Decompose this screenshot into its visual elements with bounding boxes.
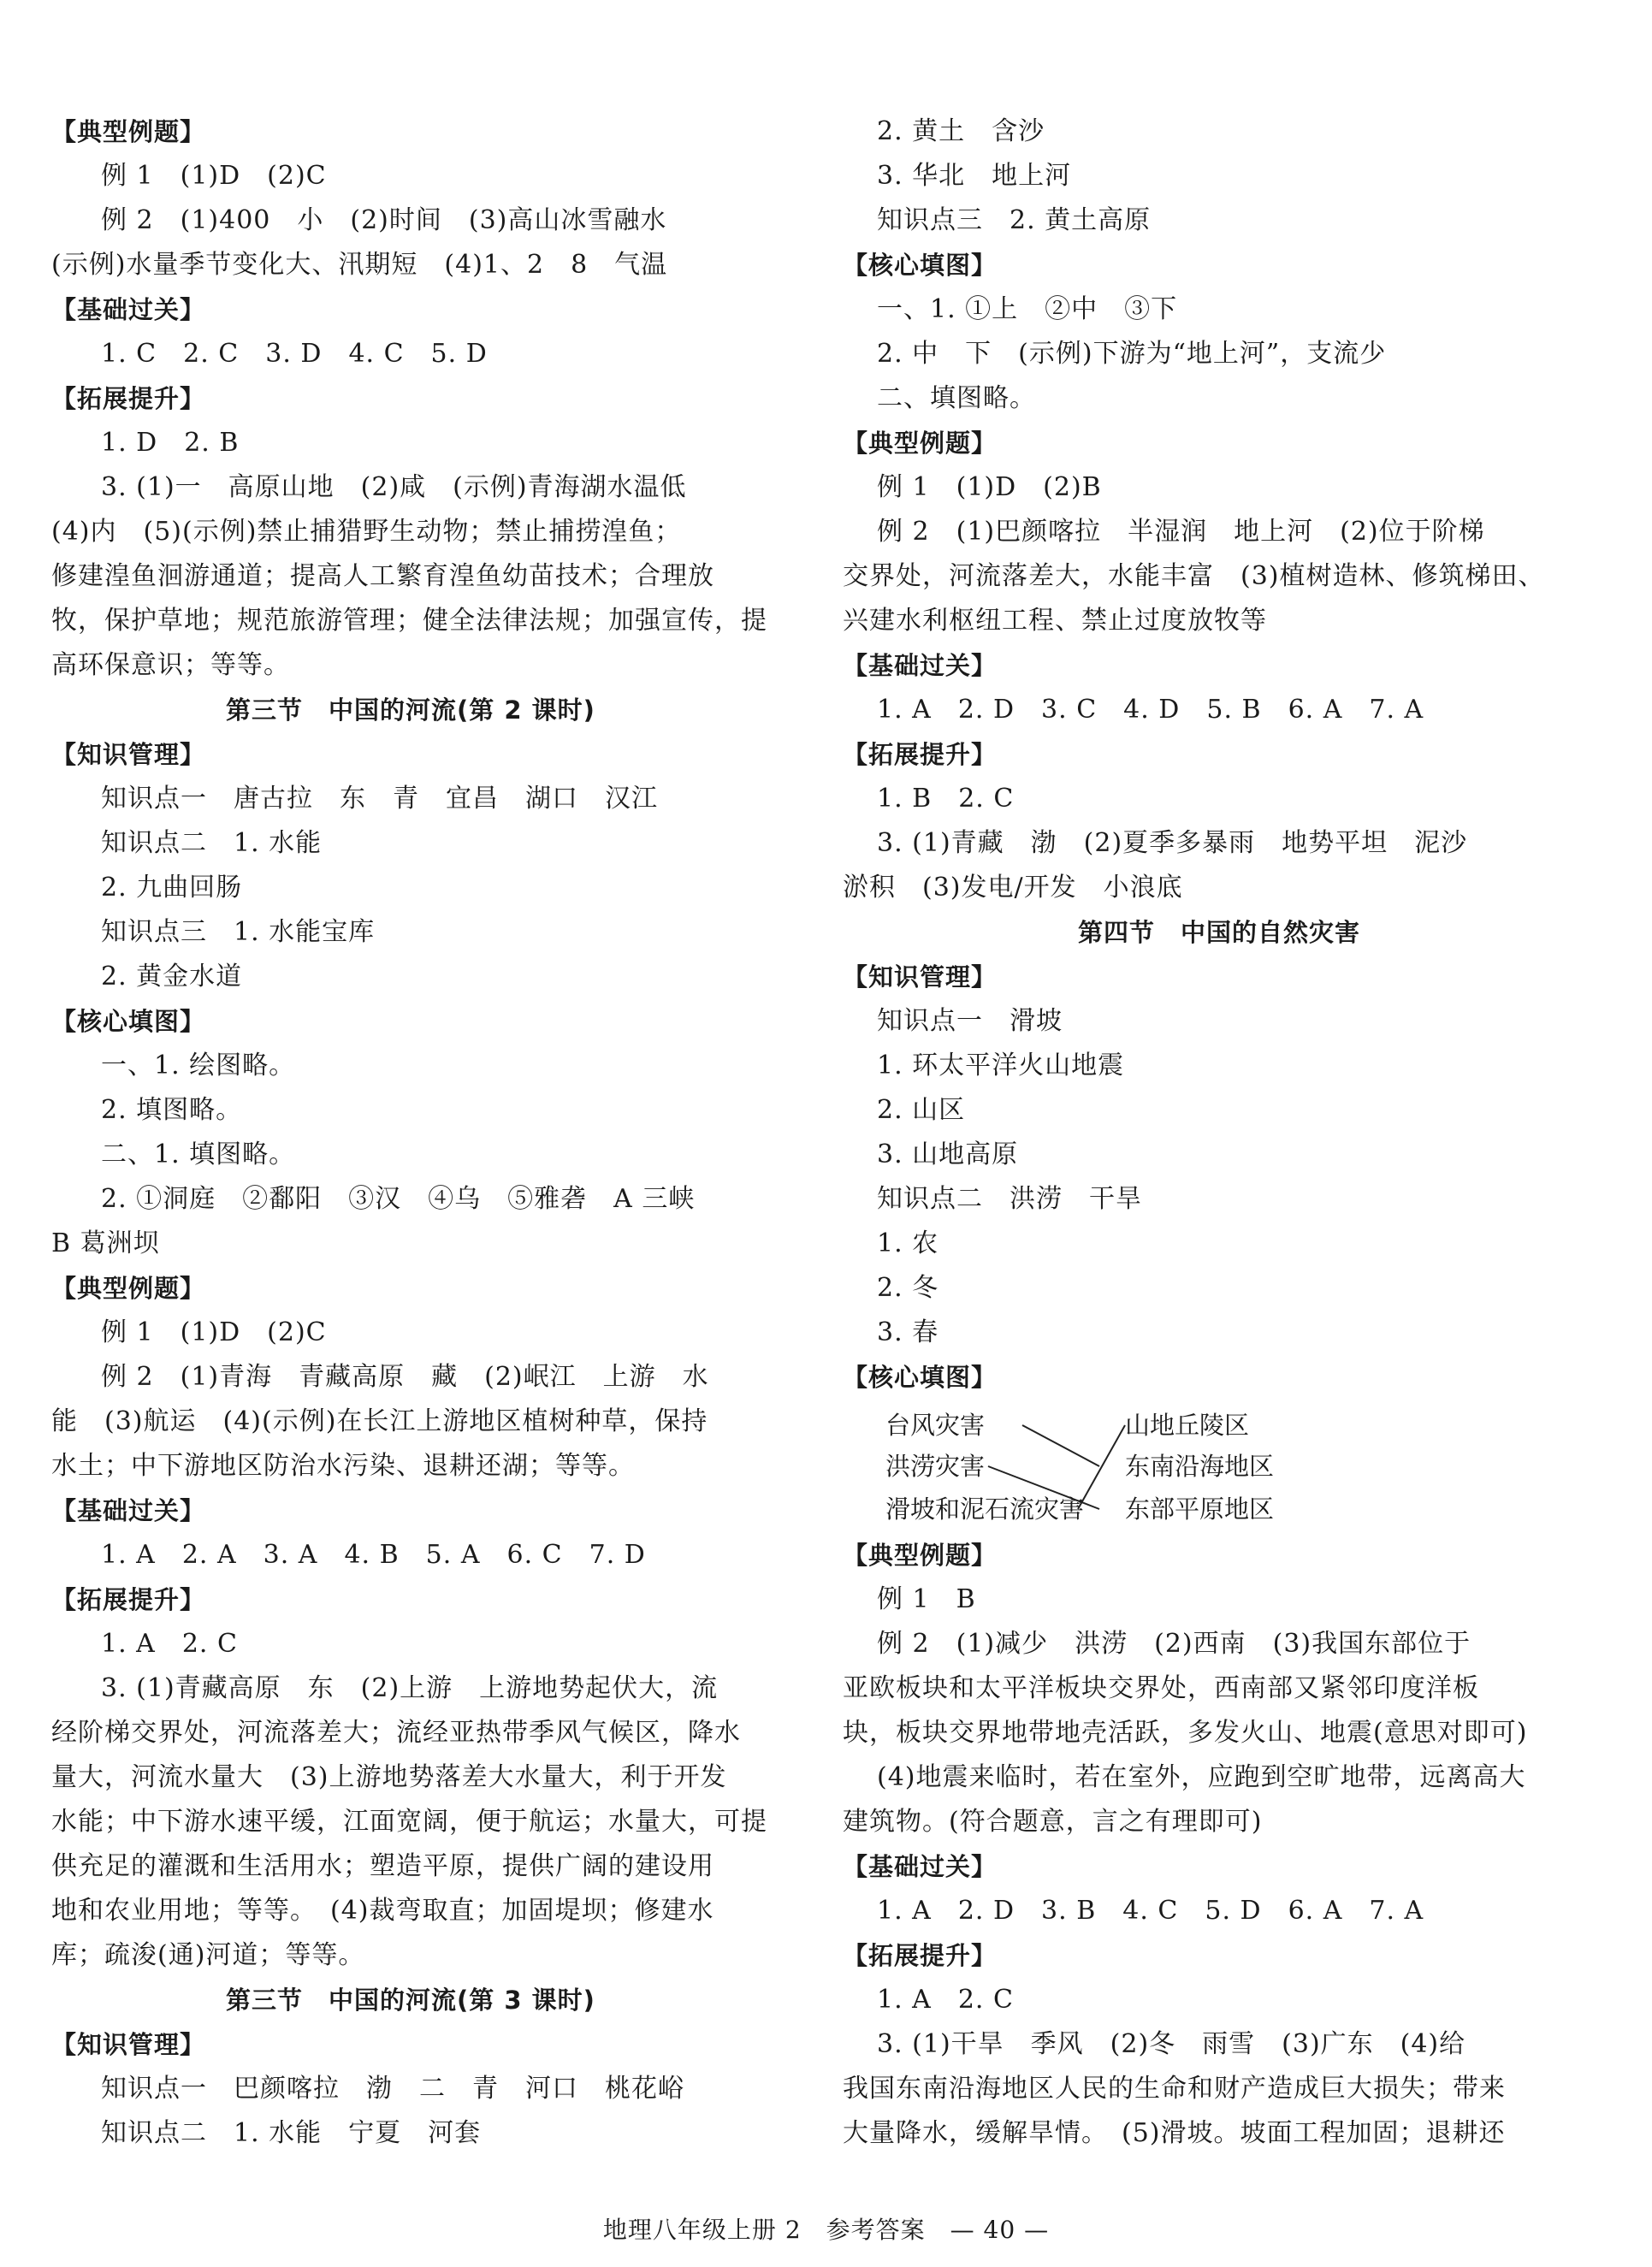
answer-line: 量大，河流水量大 (3)上游地势落差大水量大，利于开发	[51, 1762, 727, 1792]
section-heading: 【拓展提升】	[843, 1941, 998, 1970]
diagram-right-label-1: 山地丘陵区	[1125, 1411, 1250, 1440]
section-title: 第三节 中国的河流(第 2 课时)	[226, 695, 595, 725]
answer-line: 3. 华北 地上河	[877, 161, 1072, 191]
diagram-left-label-3: 滑坡和泥石流灾害	[885, 1495, 1085, 1524]
disaster-matching-diagram	[843, 1400, 1596, 1533]
answer-line: 知识点三 2. 黄土高原	[877, 205, 1152, 235]
right-bottom-block	[843, 1533, 1596, 2156]
page-footer: 地理八年级上册 2 参考答案 — 40 —	[602, 2216, 1050, 2244]
answer-line: 知识点三 1. 水能宝库	[101, 917, 376, 947]
answer-line: 例 1 (1)D (2)B	[877, 472, 1102, 502]
right-top-block	[843, 110, 1596, 1400]
answer-line: 2. 填图略。	[101, 1095, 243, 1125]
section-heading: 【拓展提升】	[51, 1585, 206, 1614]
answer-line: 1. A 2. D 3. C 4. D 5. B 6. A 7. A	[877, 695, 1424, 725]
answer-line: 地和农业用地；等等。 (4)裁弯取直；加固堤坝；修建水	[51, 1896, 714, 1926]
answer-line: 2. 中 下 (示例)下游为“地上河”，支流少	[877, 339, 1387, 369]
answer-line: 3. (1)青藏高原 东 (2)上游 上游地势起伏大，流	[101, 1673, 719, 1703]
left-column	[51, 110, 770, 2156]
answer-line: 知识点二 洪涝 干旱	[877, 1184, 1142, 1214]
answer-line: 例 2 (1)青海 青藏高原 藏 (2)岷江 上游 水	[101, 1362, 709, 1392]
answer-line: 知识点二 1. 水能 宁夏 河套	[101, 2118, 482, 2148]
answer-line: 1. 环太平洋火山地震	[877, 1051, 1125, 1080]
answer-line: 库；疏浚(通)河道；等等。	[51, 1940, 365, 1970]
answer-line: 大量降水，缓解旱情。 (5)滑坡。坡面工程加固；退耕还	[843, 2118, 1506, 2148]
answer-line: 修建湟鱼洄游通道；提高人工繁育湟鱼幼苗技术；合理放	[51, 561, 714, 591]
answer-line: 能 (3)航运 (4)(示例)在长江上游地区植树种草，保持	[51, 1406, 708, 1436]
section-heading: 【基础过关】	[51, 1496, 206, 1525]
section-heading: 【基础过关】	[51, 295, 206, 324]
answer-line: 1. C 2. C 3. D 4. C 5. D	[101, 339, 488, 369]
answer-line: 水土；中下游地区防治水污染、退耕还湖；等等。	[51, 1451, 635, 1481]
answer-line: 1. A 2. D 3. B 4. C 5. D 6. A 7. A	[877, 1896, 1424, 1926]
answer-line: 高环保意识；等等。	[51, 650, 290, 680]
answer-line: 知识点一 巴颜喀拉 渤 二 青 河口 桃花峪	[101, 2074, 684, 2104]
section-heading: 【知识管理】	[51, 2030, 206, 2059]
answer-line: 3. 春	[877, 1317, 939, 1347]
diagram-left-label-2: 洪涝灾害	[885, 1452, 986, 1481]
answer-line: 3. (1)一 高原山地 (2)咸 (示例)青海湖水温低	[101, 472, 687, 502]
diagram-right-label-3: 东部平原地区	[1125, 1495, 1275, 1524]
right-column	[843, 110, 1596, 2156]
answer-line: 知识点一 唐古拉 东 青 宜昌 湖口 汉江	[101, 784, 658, 814]
answer-line: (示例)水量季节变化大、汛期短 (4)1、2 8 气温	[51, 250, 668, 280]
answer-line: 2. 山区	[877, 1095, 966, 1125]
answer-line: 2. ①洞庭 ②鄱阳 ③汉 ④乌 ⑤雅砻 A 三峡	[101, 1184, 696, 1214]
answer-line: (4)地震来临时，若在室外，应跑到空旷地带，远离高大	[877, 1762, 1526, 1792]
answer-line: 1. D 2. B	[101, 428, 240, 458]
section-heading: 【典型例题】	[843, 429, 998, 458]
section-heading: 【基础过关】	[843, 651, 998, 680]
answer-line: 1. A 2. A 3. A 4. B 5. A 6. C 7. D	[101, 1540, 646, 1570]
answer-line: 知识点一 滑坡	[877, 1006, 1063, 1036]
section-heading: 【核心填图】	[843, 1363, 998, 1392]
section-heading: 【典型例题】	[51, 117, 206, 146]
section-heading: 【知识管理】	[51, 740, 206, 769]
answer-line: B 葛洲坝	[51, 1228, 160, 1258]
answer-line: 2. 冬	[877, 1273, 939, 1303]
section-heading: 【典型例题】	[843, 1541, 998, 1570]
section-heading: 【拓展提升】	[51, 384, 206, 413]
answer-line: 二、1. 填图略。	[101, 1139, 296, 1169]
answer-line: 供充足的灌溉和生活用水；塑造平原，提供广阔的建设用	[51, 1851, 714, 1881]
section-heading: 【知识管理】	[843, 962, 998, 991]
answer-line: 亚欧板块和太平洋板块交界处，西南部又紧邻印度洋板	[843, 1673, 1479, 1703]
answer-line: 牧，保护草地；规范旅游管理；健全法律法规；加强宣传，提	[51, 606, 767, 636]
match-line-typhoon	[1022, 1425, 1099, 1466]
answer-line: 块，板块交界地带地壳活跃，多发火山、地震(意思对即可)	[843, 1718, 1528, 1748]
answer-line: 1. B 2. C	[877, 784, 1015, 814]
answer-line: 一、1. 绘图略。	[101, 1051, 296, 1080]
section-heading: 【核心填图】	[51, 1007, 206, 1036]
answer-line: 1. A 2. C	[101, 1629, 238, 1659]
answer-line: 2. 黄金水道	[101, 962, 243, 991]
answer-line: 兴建水利枢纽工程、禁止过度放牧等	[843, 606, 1267, 636]
answer-line: 3. 山地高原	[877, 1139, 1019, 1169]
answer-line: 建筑物。(符合题意，言之有理即可)	[843, 1807, 1263, 1837]
section-heading: 【拓展提升】	[843, 740, 998, 769]
match-line-landslide	[1078, 1425, 1125, 1509]
answer-line: 1. A 2. C	[877, 1985, 1014, 2015]
answer-line: 知识点二 1. 水能	[101, 828, 323, 858]
answer-line: 一、1. ①上 ②中 ③下	[877, 294, 1178, 324]
answer-line: 2. 黄土 含沙	[877, 116, 1045, 146]
answer-line: 交界处，河流落差大，水能丰富 (3)植树造林、修筑梯田、	[843, 561, 1545, 591]
answer-line: 例 2 (1)400 小 (2)时间 (3)高山冰雪融水	[101, 205, 667, 235]
answer-line: 例 1 (1)D (2)C	[101, 161, 327, 191]
answer-line: 我国东南沿海地区人民的生命和财产造成巨大损失；带来	[843, 2074, 1506, 2104]
answer-line: 例 1 B	[877, 1584, 976, 1614]
section-heading: 【典型例题】	[51, 1274, 206, 1303]
answer-line: 1. 农	[877, 1228, 939, 1258]
answer-line: 2. 九曲回肠	[101, 873, 243, 903]
answer-line: 例 2 (1)巴颜喀拉 半湿润 地上河 (2)位于阶梯	[877, 517, 1485, 547]
answer-line: 例 2 (1)减少 洪涝 (2)西南 (3)我国东部位于	[877, 1629, 1471, 1659]
section-heading: 【基础过关】	[843, 1852, 998, 1881]
answer-line: 经阶梯交界处，河流落差大；流经亚热带季风气候区，降水	[51, 1718, 741, 1748]
diagram-right-label-2: 东南沿海地区	[1125, 1452, 1275, 1481]
answer-line: (4)内 (5)(示例)禁止捕猎野生动物；禁止捕捞湟鱼；	[51, 517, 682, 547]
answer-line: 例 1 (1)D (2)C	[101, 1317, 327, 1347]
section-title: 第四节 中国的自然灾害	[1077, 918, 1360, 947]
answer-line: 淤积 (3)发电/开发 小浪底	[843, 873, 1183, 903]
answer-line: 3. (1)青藏 渤 (2)夏季多暴雨 地势平坦 泥沙	[877, 828, 1468, 858]
answer-line: 3. (1)干旱 季风 (2)冬 雨雪 (3)广东 (4)给	[877, 2029, 1466, 2059]
section-title: 第三节 中国的河流(第 3 课时)	[226, 1986, 595, 2015]
diagram-left-label-1: 台风灾害	[885, 1411, 986, 1440]
section-heading: 【核心填图】	[843, 251, 998, 280]
answer-line: 二、填图略。	[877, 383, 1036, 413]
answer-line: 水能；中下游水速平缓，江面宽阔，便于航运；水量大，可提	[51, 1807, 767, 1837]
